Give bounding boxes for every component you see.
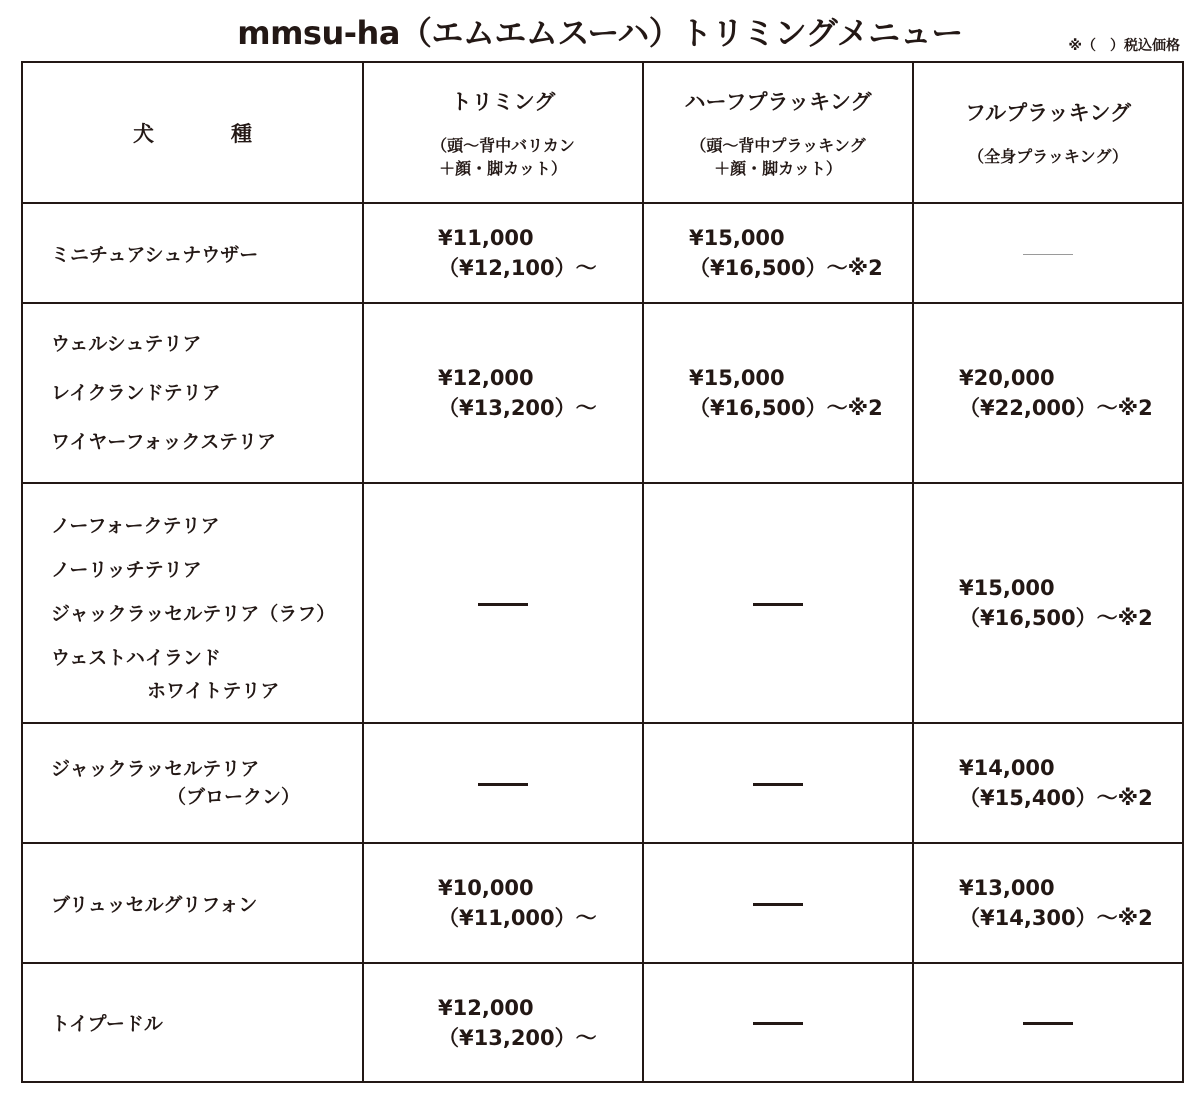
dash-mark xyxy=(478,603,528,606)
header-row xyxy=(22,62,1183,203)
price-cell-trimming xyxy=(363,963,643,1082)
price-value: ¥15,000 xyxy=(689,366,785,390)
trimming-menu-table xyxy=(21,61,1184,1083)
price-cell-full xyxy=(913,843,1183,963)
not-available-cell-half xyxy=(643,843,913,963)
price-with-tax: （¥13,200）〜 xyxy=(438,1025,597,1050)
table-row xyxy=(22,483,1183,723)
header-half-sub1: （頭〜背中プラッキング xyxy=(690,135,866,155)
price-cell-half xyxy=(643,303,913,483)
price-cell-full xyxy=(913,723,1183,843)
breed-header xyxy=(22,62,363,203)
table-row xyxy=(22,723,1183,843)
header-trimming-sub2: ＋顔・脚カット） xyxy=(439,158,567,178)
price-value: ¥14,000 xyxy=(959,756,1055,780)
breed-name: ブリュッセルグリフォン xyxy=(51,893,258,916)
dash-mark xyxy=(753,603,803,606)
breed-name: レイクランドテリア xyxy=(51,381,221,404)
price-with-tax: （¥12,100）〜 xyxy=(438,256,597,280)
price-value: ¥13,000 xyxy=(959,876,1055,900)
not-available-cell-half xyxy=(643,963,913,1082)
price-cell-full xyxy=(913,483,1183,723)
price-cell-half xyxy=(643,203,913,303)
header-trimming xyxy=(363,62,643,203)
dash-mark xyxy=(1023,254,1073,255)
breed-cell xyxy=(22,843,363,963)
header-trimming-sub1: （頭〜背中バリカン xyxy=(431,135,575,155)
price-cell-trimming xyxy=(363,303,643,483)
not-available-cell-full xyxy=(913,963,1183,1082)
price-value: ¥15,000 xyxy=(689,226,785,250)
table-row xyxy=(22,303,1183,483)
not-available-cell-half xyxy=(643,483,913,723)
not-available-cell-full xyxy=(913,203,1183,303)
header-full-plucking xyxy=(913,62,1183,203)
not-available-cell-trimming xyxy=(363,483,643,723)
price-cell-trimming xyxy=(363,203,643,303)
not-available-cell-half xyxy=(643,723,913,843)
price-with-tax: （¥13,200）〜 xyxy=(438,396,597,420)
price-value: ¥11,000 xyxy=(438,226,534,250)
breed-name: ジャックラッセルテリア（ラフ） xyxy=(51,603,336,625)
header-half-sub2: ＋顔・脚カット） xyxy=(714,158,842,178)
price-value: ¥12,000 xyxy=(438,366,534,390)
breed-cell xyxy=(22,483,363,723)
table-row xyxy=(22,203,1183,303)
breed-name: ノーフォークテリア xyxy=(51,515,220,537)
breed-cell xyxy=(22,303,363,483)
breed-name: ジャックラッセルテリア xyxy=(51,758,260,780)
breed-cell xyxy=(22,723,363,843)
header-trimming-sub xyxy=(364,134,642,180)
breed-name: （ブロークン） xyxy=(167,786,301,808)
dash-mark xyxy=(1023,1022,1073,1025)
breed-header-label: 犬 種 xyxy=(133,121,280,146)
breed-name: ウェルシュテリア xyxy=(51,332,202,355)
header-trimming-title: トリミング xyxy=(450,89,556,114)
price-value: ¥15,000 xyxy=(959,576,1055,600)
price-value: ¥20,000 xyxy=(959,366,1055,390)
price-cell-trimming xyxy=(363,843,643,963)
breed-name: ホワイトテリア xyxy=(147,680,280,702)
price-with-tax: （¥16,500）〜※2 xyxy=(689,396,883,420)
dash-mark xyxy=(478,783,528,786)
breed-name: ノーリッチテリア xyxy=(51,559,202,581)
price-cell-full xyxy=(913,303,1183,483)
header-half-plucking xyxy=(643,62,913,203)
dash-mark xyxy=(753,783,803,786)
table-row xyxy=(22,843,1183,963)
header-half-title: ハーフプラッキング xyxy=(684,89,872,114)
breed-name: ワイヤーフォックステリア xyxy=(51,430,276,453)
price-value: ¥12,000 xyxy=(438,995,534,1020)
not-available-cell-trimming xyxy=(363,723,643,843)
price-with-tax: （¥16,500）〜※2 xyxy=(689,256,883,280)
dash-mark xyxy=(753,903,803,906)
price-with-tax: （¥22,000）〜※2 xyxy=(959,396,1153,420)
price-with-tax: （¥14,300）〜※2 xyxy=(959,906,1153,930)
header-full-sub1: （全身プラッキング） xyxy=(968,147,1128,166)
breed-name: ミニチュアシュナウザー xyxy=(51,243,259,266)
header-full-sub xyxy=(914,145,1182,168)
table-row xyxy=(22,963,1183,1082)
breed-cell xyxy=(22,203,363,303)
price-with-tax: （¥15,400）〜※2 xyxy=(959,786,1153,810)
price-with-tax: （¥11,000）〜 xyxy=(438,906,597,930)
header-half-sub xyxy=(644,134,912,180)
price-with-tax: （¥16,500）〜※2 xyxy=(959,606,1153,630)
page-title: mmsu-ha（エムエムスーハ）トリミングメニュー xyxy=(237,14,963,52)
breed-cell xyxy=(22,963,363,1082)
header-full-title: フルプラッキング xyxy=(964,101,1132,125)
breed-name: ウェストハイランド xyxy=(51,647,221,669)
tax-note: ※（ ）税込価格 xyxy=(1068,38,1180,54)
breed-name: トイプードル xyxy=(51,1013,163,1035)
price-value: ¥10,000 xyxy=(438,876,534,900)
dash-mark xyxy=(753,1022,803,1025)
